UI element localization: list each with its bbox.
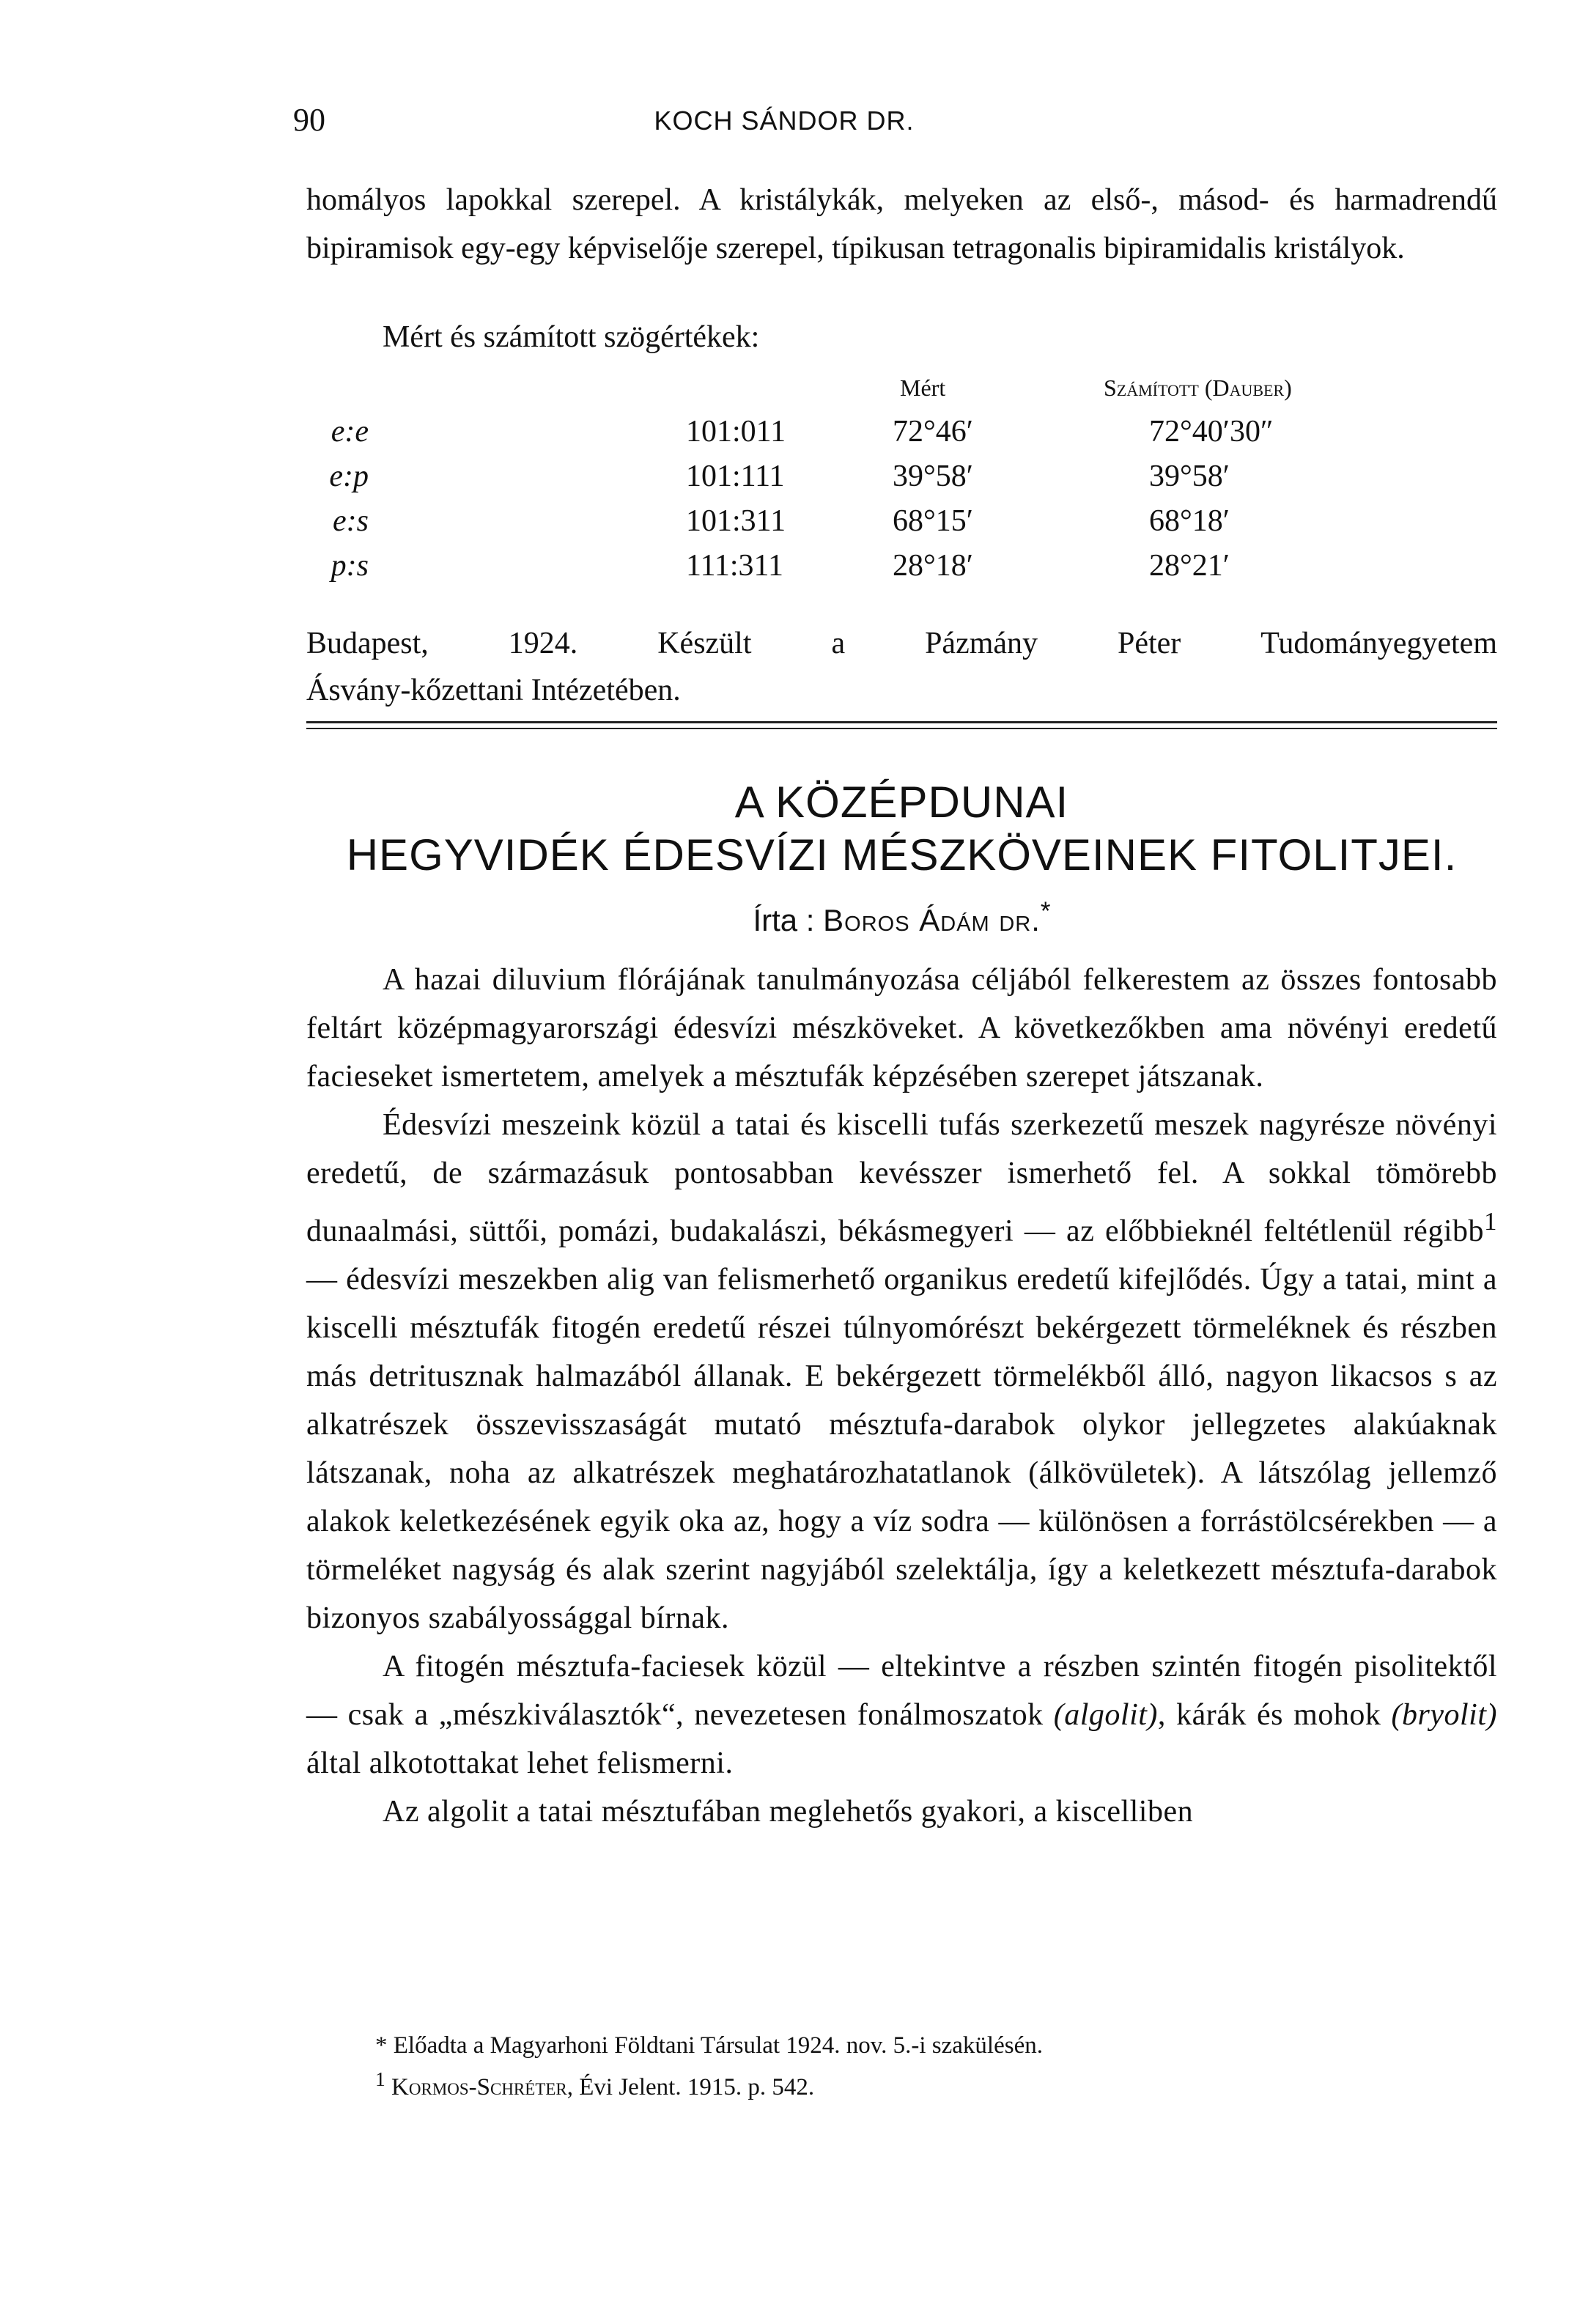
table-row: [306, 503, 1497, 548]
running-head: KOCH SÁNDOR DR.: [654, 106, 915, 136]
closing-word: 1924.: [508, 627, 578, 660]
calculated-column-header: Számított (Dauber): [1104, 375, 1292, 401]
continued-paragraph: [306, 176, 1497, 273]
footnote-mark: 1: [375, 2067, 385, 2090]
paragraph: [306, 1101, 1497, 1642]
paragraph-text: A fitogén mésztufa-faciesek közül — eltekintve a részben szintén fitogén pisolitektől — csak a „mészkiválasztók“, nevezetesen fonálmoszatok: [306, 1650, 1497, 1732]
table-row: [306, 548, 1497, 593]
closing-line-2: Ásvány-kőzettani Intézetében.: [306, 674, 681, 707]
footnote-mark: 1: [1484, 1207, 1497, 1236]
angle-table: [306, 370, 1497, 593]
face-pair: e:e: [331, 415, 369, 449]
closing-line-1: [306, 620, 1497, 667]
footnotes: [375, 2029, 1474, 2104]
paragraph: [306, 1642, 1497, 1788]
calculated-angle: 28°21′: [1149, 549, 1230, 583]
paragraph: Az algolit a tatai mésztufában meglehetős gyakori, a kiscelliben: [383, 1795, 1194, 1829]
footnote-text: Előadta a Magyarhoni Földtani Társulat 1924. nov. 5.-i szakülésén.: [393, 2032, 1043, 2059]
measured-column-header: Mért: [900, 375, 946, 401]
face-pair: e:p: [329, 460, 369, 493]
table-row: [306, 414, 1497, 459]
closing-word: a: [831, 627, 846, 660]
paragraph: A hazai diluvium flórájának tanulmányozása céljából felkerestem az összes fontosabb feltárt középmagyarországi édesvízi mészköveket. A következőkben ama növényi eredetű facieseket ismertetem, amelyek a mésztufák képzésében szerepet játszanak.: [306, 963, 1497, 1093]
paragraph-text: — édesvízi meszekben alig van felismerhető organikus eredetű kifejlődés. Úgy a tatai, mint a kiscelli mésztufák fitogén eredetű részei túlnyomórészt bekérgezett törmeléknek és részben más detritusznak halmazából állanak. E bekérgezett törmelékből álló, nagyon likacsos s az alkatrészek összevisszaságát mutató mésztufa-darabok olykor jellegzetes alakúaknak látszanak, noha az alkatrészek meghatározhatatlanok (álkövületek). A látszólag jellemző alakok keletkezésének egyik oka az, hogy a víz sodra — különösen a forrástölcsérekben — a törmeléket nagyság és alak szerint nagyjából szelektálja, így a keletkezett mésztufa-darabok bizonyos szabályossággal bírnak.: [306, 1263, 1497, 1635]
paragraph-text: Édesvízi meszeink közül a tatai és kiscelli tufás szerkezetű meszek nagyrésze növényi eredetű, de származásuk pontosabban kevésszer ismerhető fel. A sokkal tömörebb dunaalmási, süttői, pomázi, budakalászi, békásmegyeri — az előbbieknél feltétlenül régibb: [306, 1108, 1497, 1248]
measured-angle: 28°18′: [893, 549, 973, 583]
miller-index: 101:011: [686, 415, 786, 449]
face-pair: p:s: [331, 549, 369, 583]
miller-index: 101:311: [686, 504, 786, 538]
footnote-mark: *: [1040, 897, 1051, 926]
byline-author: Boros Ádám dr.: [823, 903, 1041, 937]
footnote-text: Évi Jelent. 1915. p. 542.: [579, 2074, 815, 2100]
closing-word: Péter: [1117, 627, 1181, 660]
byline-prefix: Írta :: [753, 903, 815, 937]
article-body: [306, 956, 1497, 1836]
face-pair: e:s: [333, 504, 369, 538]
miller-index: 101:111: [686, 460, 785, 493]
divider-rule: [306, 728, 1497, 729]
closing-word: Készült: [657, 627, 752, 660]
footnote-author: Kormos-Schréter,: [391, 2074, 574, 2100]
paragraph-text: homályos lapokkal szerepel. A kristálykák, melyeken az első-, másod- és harmadrendű bipiramisok egy-egy képviselője szerepel, típikusan tetragonalis bipiramidalis kristályok.: [306, 183, 1497, 265]
calculated-angle: 72°40′30″: [1149, 415, 1274, 449]
table-row: [306, 459, 1497, 503]
term-algolit: (algolit): [1053, 1698, 1158, 1732]
closing-word: Budapest,: [306, 627, 429, 660]
closing-word: Pázmány: [925, 627, 1038, 660]
footnote-mark: *: [375, 2032, 388, 2059]
angle-table-header: [306, 370, 1497, 414]
article-title-line-2: HEGYVIDÉK ÉDESVÍZI MÉSZKÖVEINEK FITOLITJEI.: [346, 830, 1458, 879]
page-header: [0, 101, 1569, 145]
byline: [306, 897, 1497, 938]
paragraph-text: , kárák és mohok: [1157, 1698, 1392, 1732]
miller-index: 111:311: [686, 549, 783, 583]
section-divider: [306, 721, 1497, 734]
article-title-line-1: A KÖZÉPDUNAI: [734, 778, 1069, 827]
measured-angle: 39°58′: [893, 460, 973, 493]
closing-note: [306, 620, 1497, 714]
page-number: 90: [293, 102, 325, 138]
footnote-one: [375, 2062, 1474, 2104]
term-bryolit: (bryolit): [1391, 1698, 1497, 1732]
angles-label: Mért és számított szögértékek:: [383, 320, 760, 354]
divider-rule: [306, 721, 1497, 723]
footnote-star: [375, 2029, 1474, 2062]
calculated-angle: 39°58′: [1149, 460, 1230, 493]
calculated-angle: 68°18′: [1149, 504, 1230, 538]
paragraph-text: által alkotottakat lehet felismerni.: [306, 1746, 734, 1780]
measured-angle: 72°46′: [893, 415, 973, 449]
closing-word: Tudományegyetem: [1260, 627, 1497, 660]
measured-angle: 68°15′: [893, 504, 973, 538]
